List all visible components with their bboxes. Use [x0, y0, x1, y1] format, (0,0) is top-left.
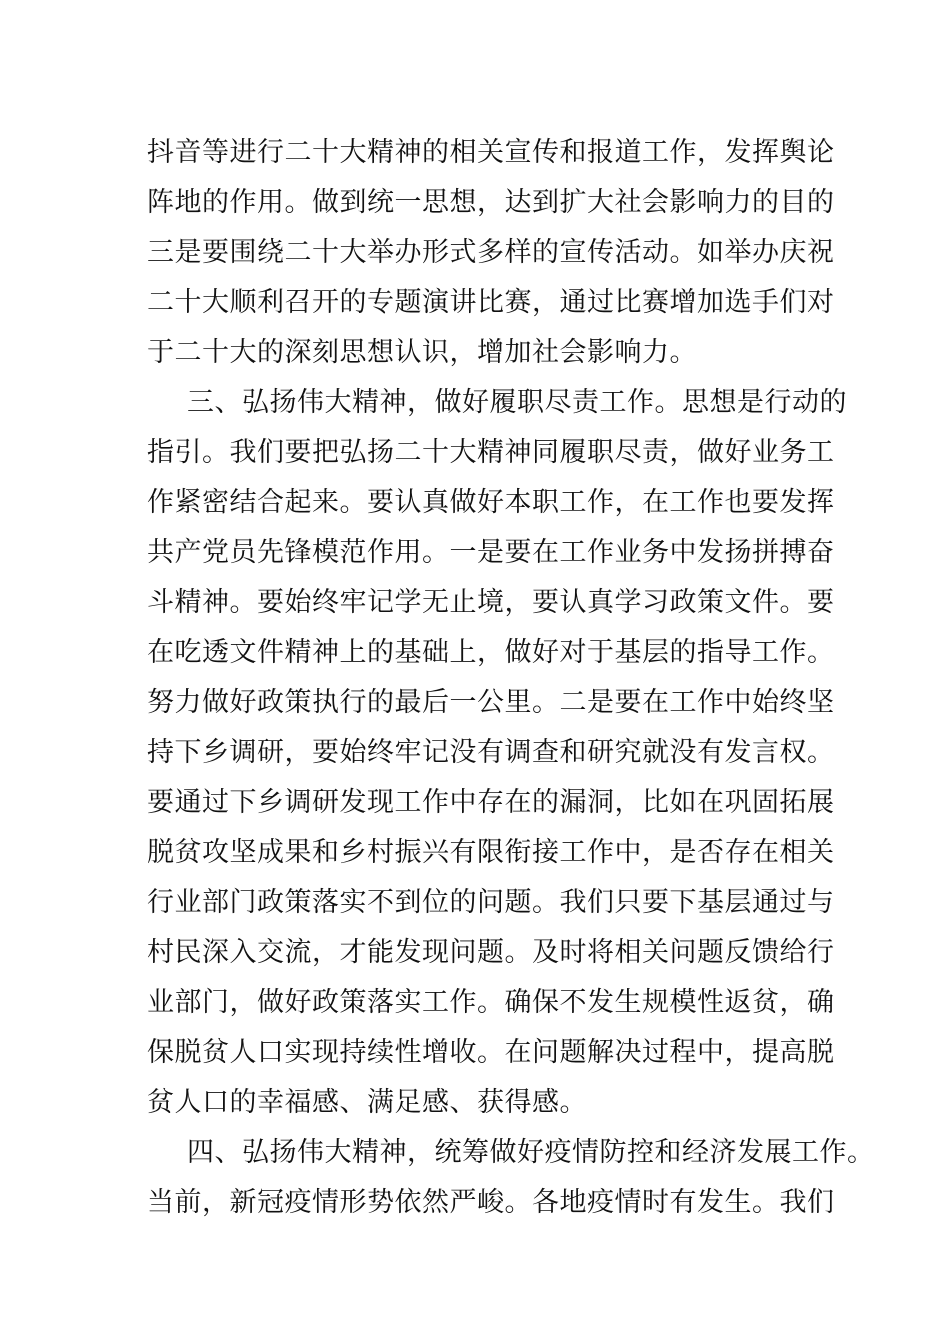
text-line: 脱贫攻坚成果和乡村振兴有限衔接工作中，是否存在相关 — [147, 837, 835, 868]
text-line: 业部门，做好政策落实工作。确保不发生规模性返贫，确 — [147, 987, 835, 1018]
text-line: 贫人口的幸福感、满足感、获得感。 — [147, 1087, 587, 1118]
text-line: 作紧密结合起来。要认真做好本职工作，在工作也要发挥 — [147, 487, 835, 518]
text-line: 保脱贫人口实现持续性增收。在问题解决过程中，提高脱 — [147, 1037, 835, 1068]
text-line: 在吃透文件精神上的基础上，做好对于基层的指导工作。 — [147, 637, 835, 668]
text-line: 三是要围绕二十大举办形式多样的宣传活动。如举办庆祝 — [147, 237, 835, 268]
text-line: 抖音等进行二十大精神的相关宣传和报道工作，发挥舆论 — [147, 137, 835, 168]
text-line: 当前，新冠疫情形势依然严峻。各地疫情时有发生。我们 — [147, 1187, 835, 1218]
text-line: 二十大顺利召开的专题演讲比赛，通过比赛增加选手们对 — [147, 287, 835, 318]
text-line: 共产党员先锋模范作用。一是要在工作业务中发扬拼搏奋 — [147, 537, 835, 568]
text-line: 斗精神。要始终牢记学无止境，要认真学习政策文件。要 — [147, 587, 835, 618]
text-line: 努力做好政策执行的最后一公里。二是要在工作中始终坚 — [147, 687, 835, 718]
text-line: 阵地的作用。做到统一思想，达到扩大社会影响力的目的 — [147, 187, 835, 218]
text-line: 指引。我们要把弘扬二十大精神同履职尽责，做好业务工 — [147, 437, 835, 468]
text-line: 于二十大的深刻思想认识，增加社会影响力。 — [147, 337, 697, 368]
paragraph-heading: 三、弘扬伟大精神，做好履职尽责工作。思想是行动的 — [187, 387, 847, 418]
text-line: 要通过下乡调研发现工作中存在的漏洞，比如在巩固拓展 — [147, 787, 835, 818]
text-line: 村民深入交流，才能发现问题。及时将相关问题反馈给行 — [147, 937, 835, 968]
text-line: 行业部门政策落实不到位的问题。我们只要下基层通过与 — [147, 887, 835, 918]
paragraph-heading: 四、弘扬伟大精神，统筹做好疫情防控和经济发展工作。 — [187, 1137, 875, 1168]
text-line: 持下乡调研，要始终牢记没有调查和研究就没有发言权。 — [147, 737, 835, 768]
